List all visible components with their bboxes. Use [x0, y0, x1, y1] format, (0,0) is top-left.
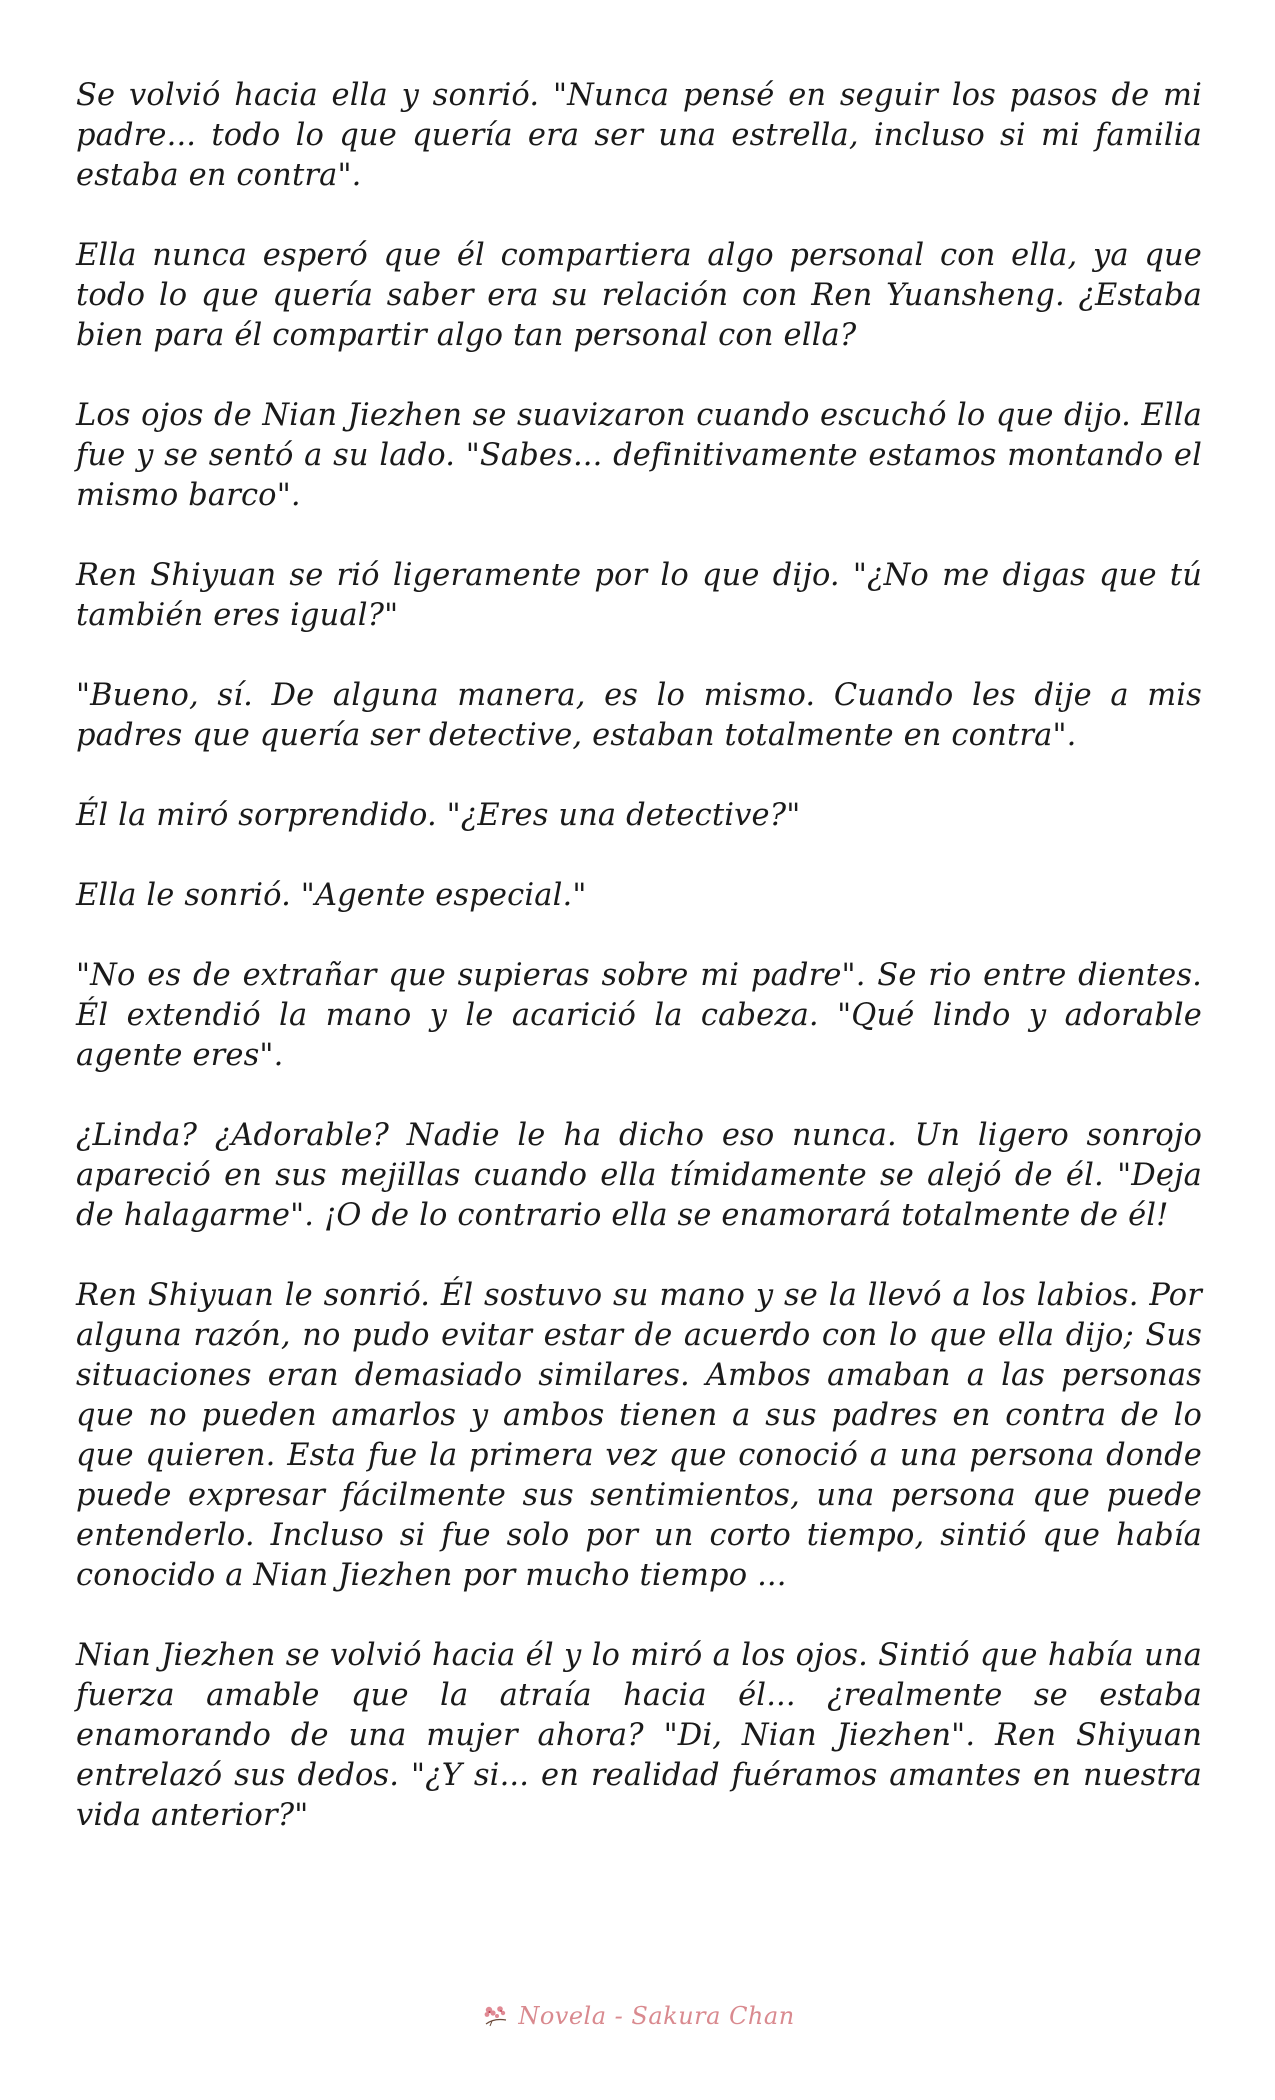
paragraph: Ella le sonrió. "Agente especial.": [76, 878, 587, 913]
paragraph: Ren Shiyuan le sonrió. Él sostuvo su mano y se la llevó a los labios. Por alguna razón, no pudo evitar estar de acuerdo con lo que ella dijo; Sus situaciones eran demasiado similares. Ambos amaban a las personas que no pueden amarlos y ambos tienen a sus padres en contra de lo que quieren. Esta fue la primera vez que conoció a una persona donde puede expresar fácilmente sus sentimientos, una persona que puede entenderlo. Incluso si fue solo por un corto tiempo, sintió que había conocido a Nian Jiezhen por mucho tiempo ...: [76, 1278, 1202, 1593]
paragraph: Los ojos de Nian Jiezhen se suavizaron cuando escuchó lo que dijo. Ella fue y se sentó a su lado. "Sabes... definitivamente estamos montando el mismo barco".: [76, 398, 1202, 513]
paragraph: Él la miró sorprendido. "¿Eres una detective?": [76, 798, 801, 833]
story-text: [76, 76, 1202, 1876]
watermark-text: Novela - Sakura Chan: [518, 2002, 795, 2030]
paragraph: Ren Shiyuan se rió ligeramente por lo que dijo. "¿No me digas que tú también eres igual?": [76, 558, 1202, 633]
paragraph: Nian Jiezhen se volvió hacia él y lo miró a los ojos. Sintió que había una fuerza amable que la atraía hacia él... ¿realmente se estaba enamorando de una mujer ahora? "Di, Nian Jiezhen". Ren Shiyuan entrelazó sus dedos. "¿Y si... en realidad fuéramos amantes en nuestra vida anterior?": [76, 1638, 1202, 1833]
watermark: [0, 1996, 1275, 2036]
paragraph: "Bueno, sí. De alguna manera, es lo mismo. Cuando les dije a mis padres que quería ser detective, estaban totalmente en contra".: [76, 678, 1202, 753]
sakura-flower-icon: [480, 2002, 512, 2030]
paragraph: "No es de extrañar que supieras sobre mi padre". Se rio entre dientes. Él extendió la mano y le acarició la cabeza. "Qué lindo y adorable agente eres".: [76, 958, 1202, 1073]
paragraph: Se volvió hacia ella y sonrió. "Nunca pensé en seguir los pasos de mi padre... todo lo que quería era ser una estrella, incluso si mi familia estaba en contra".: [76, 78, 1202, 193]
paragraph: Ella nunca esperó que él compartiera algo personal con ella, ya que todo lo que quería saber era su relación con Ren Yuansheng. ¿Estaba bien para él compartir algo tan personal con ella?: [76, 238, 1202, 353]
paragraph: ¿Linda? ¿Adorable? Nadie le ha dicho eso nunca. Un ligero sonrojo apareció en sus mejillas cuando ella tímidamente se alejó de él. "Deja de halagarme". ¡O de lo contrario ella se enamorará totalmente de él!: [76, 1118, 1202, 1233]
